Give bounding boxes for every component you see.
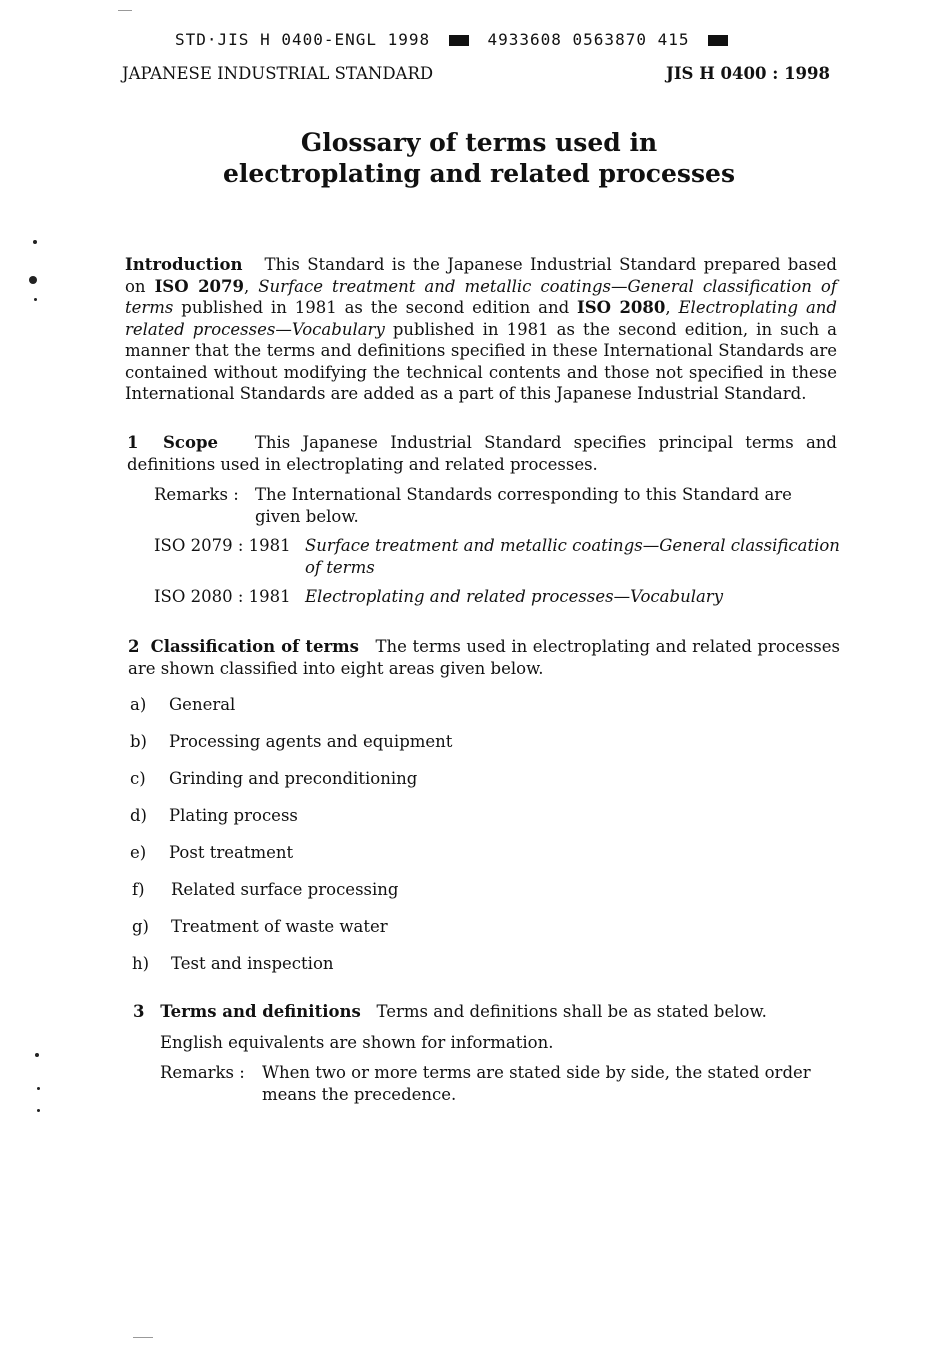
section-1-remarks-text: The International Standards corresponding to this Standard are given below.: [255, 485, 792, 526]
section-2-classification: [128, 636, 840, 679]
list-item-letter: g): [132, 917, 149, 936]
document-code-line: [175, 30, 736, 49]
list-item-label: Processing agents and equipment: [169, 732, 453, 751]
reference-code: ISO 2080 : 1981: [154, 587, 291, 606]
introduction-paragraph: [125, 254, 837, 405]
list-item-label: Grinding and preconditioning: [169, 769, 418, 788]
barcode-block: [449, 35, 469, 46]
standard-number: [666, 64, 830, 83]
section-text: This Japanese Industrial Standard specifies principal terms and definitions used in electroplating and related processes.: [127, 433, 837, 474]
introduction-heading: Introduction: [125, 255, 243, 274]
reference-title: Surface treatment and metallic coatings—General classification of terms: [305, 536, 840, 577]
scan-dot: [29, 276, 37, 284]
title-line-1: Glossary of terms used in: [300, 128, 658, 157]
list-item-label: Plating process: [169, 806, 298, 825]
intro-text: This Standard is the Japanese Industrial Standard prepared based on: [125, 255, 837, 296]
page-title: [0, 127, 950, 189]
intro-text: published in 1981 as the second edition, in such a manner that the terms and definitions specified in these International Standards are contained without modifying the technical contents and those not specified in these International Standards are added as a part of this Japanese Industrial Standard.: [125, 319, 838, 403]
iso-2079-title: Surface treatment and metallic coatings—General classification of terms: [125, 276, 837, 317]
title-line-2: electroplating and related processes: [222, 159, 736, 188]
iso-2080-ref: ISO 2080: [577, 298, 666, 317]
scan-dot: [34, 298, 37, 301]
section-3-note: English equivalents are shown for information.: [160, 1033, 554, 1052]
scan-mark-bottom: [133, 1337, 153, 1338]
intro-comma: ,: [244, 276, 250, 296]
list-item-letter: b): [130, 732, 147, 751]
section-1-scope: [127, 432, 837, 475]
list-item-letter: a): [130, 695, 147, 714]
standard-label: JAPANESE INDUSTRIAL STANDARD: [122, 64, 434, 83]
scan-dot: [37, 1087, 40, 1090]
section-heading: Classification of terms: [150, 637, 359, 656]
scan-dot: [33, 240, 37, 244]
barcode-block: [708, 35, 728, 46]
list-item-letter: c): [130, 769, 146, 788]
section-number: 1: [127, 433, 139, 452]
list-item-label: Treatment of waste water: [171, 917, 388, 936]
list-item-letter: h): [132, 954, 150, 973]
intro-comma: ,: [665, 298, 671, 317]
section-number: 3: [133, 1002, 145, 1021]
list-item-label: Post treatment: [169, 843, 294, 862]
list-item-label: Test and inspection: [171, 954, 334, 973]
scan-dot: [37, 1109, 40, 1112]
section-3-remarks-label: Remarks :: [160, 1063, 245, 1082]
standard-code: JIS H 0400: [666, 64, 767, 83]
section-1-remarks-label: Remarks :: [154, 485, 239, 504]
scan-mark-top: [118, 10, 132, 11]
list-item-label: Related surface processing: [171, 880, 399, 899]
code-line-left: STD·JIS H 0400-ENGL 1998: [175, 30, 431, 49]
code-line-right: 4933608 0563870 415: [487, 30, 690, 49]
list-item-letter: f): [132, 880, 145, 899]
list-item-label: General: [169, 695, 236, 714]
section-text: The terms used in electroplating and related processes are shown classified into eight areas given below.: [128, 637, 840, 678]
section-text: Terms and definitions shall be as stated below.: [376, 1002, 767, 1021]
standard-year: : 1998: [772, 64, 830, 83]
iso-2079-ref: ISO 2079: [154, 276, 244, 296]
section-number: 2: [128, 637, 140, 656]
reference-code: ISO 2079 : 1981: [154, 536, 291, 555]
iso-2080-title: Electroplating and related processes—Vocabulary: [125, 298, 837, 339]
section-heading: Terms and definitions: [160, 1002, 361, 1021]
list-item-letter: e): [130, 843, 147, 862]
section-3-terms: [133, 1001, 845, 1023]
list-item-letter: d): [130, 806, 147, 825]
intro-text: published in 1981 as the second edition and: [181, 298, 570, 317]
scan-dot: [35, 1053, 39, 1057]
section-3-remarks-text: When two or more terms are stated side by side, the stated order means the precedence.: [262, 1063, 811, 1104]
section-heading: Scope: [163, 433, 219, 452]
reference-title: Electroplating and related processes—Vocabulary: [305, 587, 724, 606]
